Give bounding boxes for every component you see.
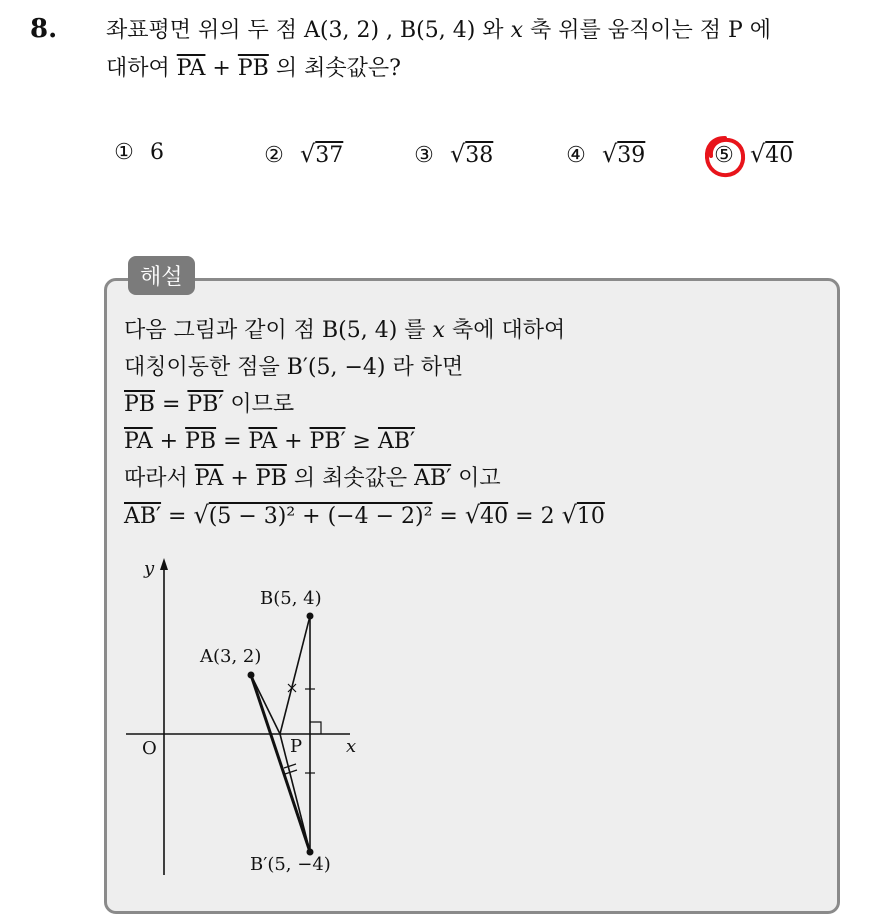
plus-sign: + [223,466,256,491]
sqrt-icon: √ [450,140,466,168]
plus-sign: + [277,429,310,454]
point-b [307,613,314,620]
text-part: 다음 그림과 같이 점 B(5, 4) 를 [124,318,433,343]
text-part: 이고 [451,466,501,491]
choice-number: ④ [566,143,586,168]
choice-3[interactable] [410,140,493,168]
question-number: 8. [30,14,58,44]
equals-sign: = [432,504,465,529]
radicand: 40 [765,143,794,168]
question-text-part: 대하여 [106,56,177,81]
choice-number: ③ [414,143,434,168]
choice-value [602,140,646,168]
radicand: 38 [465,143,494,168]
y-axis-arrow-icon [160,558,168,570]
segment-pa: $\overline{PA}$ [176,56,206,81]
choice-number: ② [264,143,284,168]
choice-value: 6 [150,140,164,165]
x-variable: x [510,18,523,43]
segment-pb-prime: PB′ [187,392,224,417]
label-p: P [290,736,303,757]
segment-pb: $\overline{PB}$ [255,466,287,491]
question-text [106,12,876,88]
solution-line-3 [124,386,824,423]
choice-value [750,140,794,168]
segment-pa: $\overline{PA}$ [124,429,153,454]
text-part: 의 최솟값은 [286,466,415,491]
segment-pa: $\overline{PA}$ [194,466,224,491]
solution-tag: 해설 [128,256,195,295]
ge-sign: ≥ [345,429,378,454]
sqrt-expression [193,501,433,529]
choice-value [300,140,344,168]
x-axis-label: x [346,736,357,757]
sqrt-expression [561,501,605,529]
answer-circle-icon [700,132,750,182]
equals-sign: = [161,504,194,529]
sqrt-icon: √ [464,501,481,529]
radicand: (5 − 3)² + (−4 − 2)² [208,504,433,529]
segment-a-p [251,675,280,734]
radicand: 40 [480,504,509,529]
sqrt-icon: √ [561,501,577,529]
solution-text [124,312,824,535]
segment-pb: $\overline{PB}$ [185,429,217,454]
plus-sign: + [205,56,238,81]
segment-a-b-prime [251,675,310,852]
sqrt-icon: √ [750,140,766,168]
equals-sign: = [154,392,188,417]
choice-2[interactable] [260,140,343,168]
segment-pb: $\overline{PB}$ [124,392,155,417]
choice-number: ⑤ [714,143,734,168]
segment-pa: $\overline{PA}$ [248,429,278,454]
segment-ab-prime: AB′ [414,466,452,491]
segment-ab-prime: AB′ [124,504,162,529]
segment-p-b [280,616,310,734]
origin-label: O [142,738,157,759]
segment-pb: $\overline{PB}$ [237,56,269,81]
radicand: 37 [315,143,344,168]
radicand: 39 [617,143,646,168]
choice-number: ① [114,140,134,165]
choice-1[interactable] [110,140,164,165]
equals-part: = 2 [508,504,562,529]
double-tick-icon [284,764,297,774]
question-text-part: 축 위를 움직이는 점 P 에 [522,18,772,43]
solution-line-2: 대칭이동한 점을 B′(5, −4) 라 하면 [124,355,464,380]
solution-line-6 [124,497,824,535]
question-text-part: 좌표평면 위의 두 점 A(3, 2) , B(5, 4) 와 [106,18,511,43]
equals-sign: = [216,429,249,454]
segment-ab-prime: AB′ [377,429,416,454]
label-b: B(5, 4) [260,588,322,609]
point-a [248,672,255,679]
solution-line-5 [124,460,824,497]
sqrt-icon: √ [300,140,316,168]
solution-line-1 [124,312,824,349]
radicand: 10 [576,504,605,529]
choice-4[interactable] [562,140,645,168]
text-part: 이므로 [223,392,295,417]
text-part: 따라서 [124,466,195,491]
label-b-prime: B′(5, −4) [250,854,331,875]
coordinate-figure [120,550,380,890]
sqrt-icon: √ [193,501,209,529]
choice-value [450,140,494,168]
solution-line-4 [124,423,824,460]
x-variable: x [432,318,445,343]
segment-pb-prime: PB′ [309,429,346,454]
label-a: A(3, 2) [200,646,262,667]
plus-sign: + [152,429,186,454]
sqrt-expression [464,501,509,529]
text-part: 축에 대하여 [444,318,566,343]
y-axis-label: y [144,558,155,579]
right-angle-icon [310,722,321,734]
question-text-part: 의 최솟값은? [268,56,401,81]
sqrt-icon: √ [602,140,618,168]
